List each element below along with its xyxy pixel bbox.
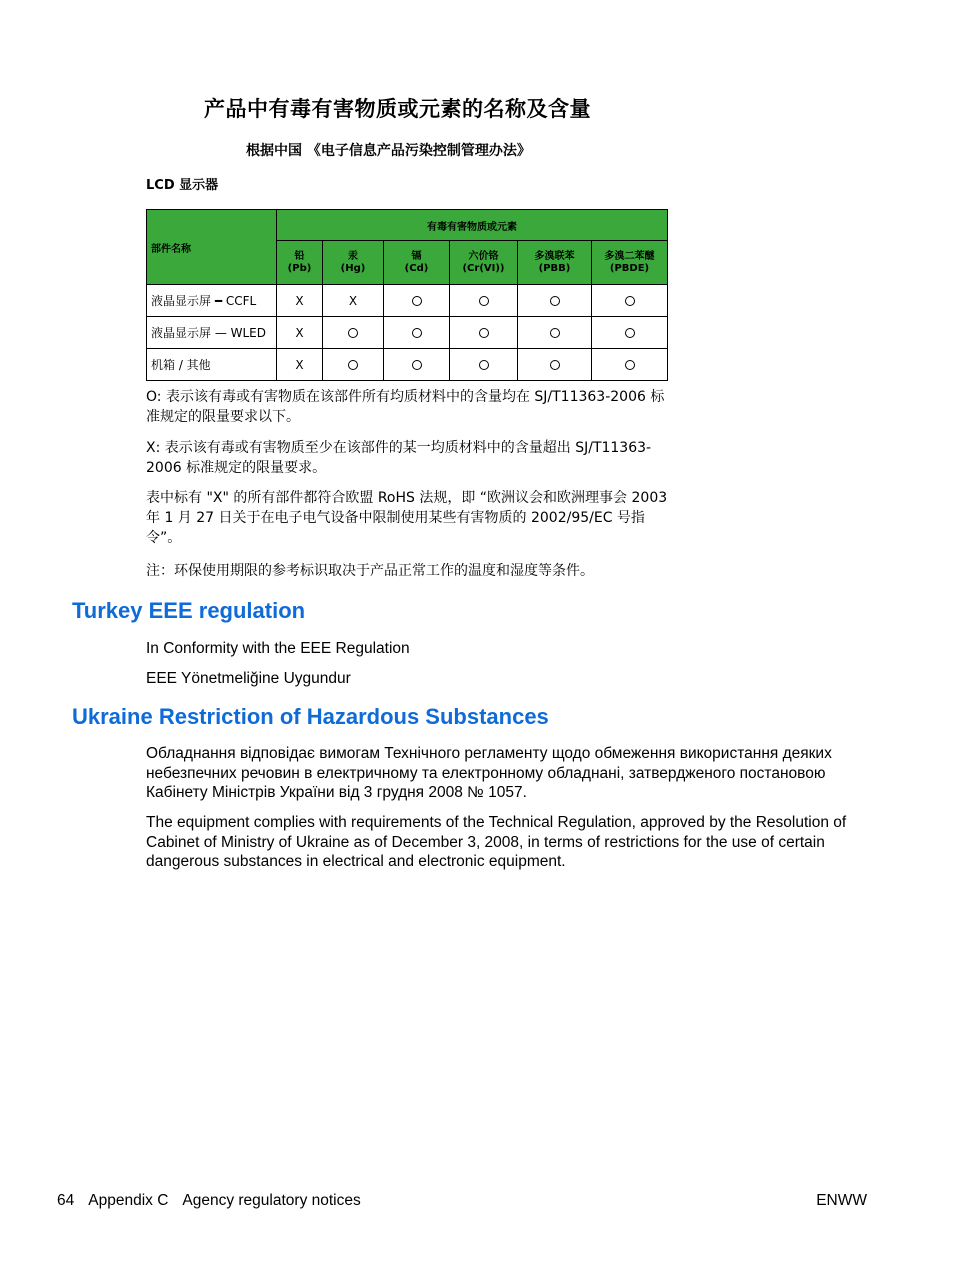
compliant-mark-cell: [384, 317, 450, 349]
ukraine-paragraph-en: The equipment complies with requirements of the Technical Regulation, approved by the Resolution of Cabinet of Ministry of Ukraine as of December 3, 2008, in terms of restrictions for the use of certain dangerous substances in electrical and electronic equipment.: [146, 814, 847, 870]
circle-icon: [550, 328, 560, 338]
part-name-header: 部件名称: [147, 210, 277, 285]
substance-header: [384, 241, 450, 285]
cn-subtitle: 根据中国 《电子信息产品污染控制管理办法》: [246, 143, 531, 159]
footer-appendix: Appendix C: [88, 1192, 169, 1209]
turkey-conformity-en: In Conformity with the EEE Regulation: [146, 640, 410, 657]
compliant-mark-cell: [518, 317, 592, 349]
circle-icon: [479, 360, 489, 370]
compliant-mark-cell: [384, 349, 450, 381]
substance-header: [592, 241, 668, 285]
substance-header: [518, 241, 592, 285]
compliant-mark-cell: [592, 317, 668, 349]
circle-icon: [412, 360, 422, 370]
circle-icon: [550, 296, 560, 306]
substance-name: 多溴二苯醚: [604, 250, 655, 262]
substance-name: 铅: [294, 250, 305, 262]
circle-icon: [625, 328, 635, 338]
environmental-period-note: 注：环保使用期限的参考标识取决于产品正常工作的温度和湿度等条件。: [146, 563, 594, 579]
substance-header: [450, 241, 518, 285]
cn-title: 产品中有毒有害物质或元素的名称及含量: [204, 97, 591, 121]
part-name-cell: 液晶显示屏 — WLED: [147, 317, 277, 349]
substance-symbol: (Hg): [340, 262, 366, 274]
substance-header: [323, 241, 384, 285]
compliant-mark-cell: [592, 285, 668, 317]
substance-symbol: (PBB): [538, 262, 571, 274]
substance-name: 多溴联苯: [534, 250, 575, 262]
circle-icon: [412, 328, 422, 338]
circle-icon: [348, 360, 358, 370]
circle-icon: [479, 328, 489, 338]
ukraine-heading: Ukraine Restriction of Hazardous Substances: [72, 704, 549, 729]
circle-icon: [348, 328, 358, 338]
exceeds-mark-cell: X: [323, 285, 384, 317]
substance-symbol: (Cd): [404, 262, 429, 274]
footer-left: [57, 1192, 375, 1210]
table-row: [147, 285, 668, 317]
substance-group-header: 有毒有害物质或元素: [277, 210, 668, 241]
compliant-mark-cell: [450, 317, 518, 349]
compliant-mark-cell: [384, 285, 450, 317]
circle-icon: [625, 296, 635, 306]
rohs-note: 表中标有 "X" 的所有部件都符合欧盟 RoHS 法规，即 “欧洲议会和欧洲理事会 2003 年 1 月 27 日关于在电子电气设备中限制使用某些有害物质的 2002/95/EC 号指令”。: [146, 490, 668, 546]
substance-name: 六价铬: [468, 250, 499, 262]
circle-icon: [412, 296, 422, 306]
footer-section: Agency regulatory notices: [182, 1192, 361, 1209]
substance-symbol: (Pb): [287, 262, 312, 274]
turkey-conformity-tr: EEE Yönetmeliğine Uygundur: [146, 670, 351, 687]
substance-name: 镉: [411, 250, 422, 262]
compliant-mark-cell: [592, 349, 668, 381]
compliant-mark-cell: [323, 317, 384, 349]
compliant-mark-cell: [518, 285, 592, 317]
table-row: [147, 349, 668, 381]
table-row: [147, 317, 668, 349]
footer-right-label: ENWW: [816, 1192, 867, 1209]
exceeds-mark-cell: X: [277, 349, 323, 381]
part-name-cell: 机箱 / 其他: [147, 349, 277, 381]
x-mark-note: X: 表示该有毒或有害物质至少在该部件的某一均质材料中的含量超出 SJ/T11363-2006 标准规定的限量要求。: [146, 440, 652, 476]
circle-icon: [479, 296, 489, 306]
compliant-mark-cell: [450, 285, 518, 317]
turkey-heading: Turkey EEE regulation: [72, 598, 306, 623]
compliant-mark-cell: [450, 349, 518, 381]
hazardous-substances-table: [146, 209, 668, 381]
compliant-mark-cell: [518, 349, 592, 381]
lcd-label: LCD 显示器: [146, 178, 219, 193]
circle-icon: [550, 360, 560, 370]
substance-header: [277, 241, 323, 285]
circle-icon: [625, 360, 635, 370]
compliant-mark-cell: [323, 349, 384, 381]
o-mark-note: O: 表示该有毒或有害物质在该部件所有均质材料中的含量均在 SJ/T11363-2006 标准规定的限量要求以下。: [146, 389, 665, 425]
substance-name: 汞: [348, 250, 358, 262]
exceeds-mark-cell: X: [277, 285, 323, 317]
page-number: 64: [57, 1192, 75, 1209]
part-name-cell: 液晶显示屏 ━ CCFL: [147, 285, 277, 317]
ukraine-paragraph-uk: Обладнання відповідає вимогам Технічного регламенту щодо обмеження використання деяких небезпечних речовин в електричному та електронному обладнані, затвердженого постановою Кабінету Міністрів України від 3 грудня 2008 № 1057.: [146, 745, 832, 801]
substance-symbol: (PBDE): [609, 262, 650, 274]
substance-symbol: (Cr(VI)): [462, 262, 505, 274]
exceeds-mark-cell: X: [277, 317, 323, 349]
